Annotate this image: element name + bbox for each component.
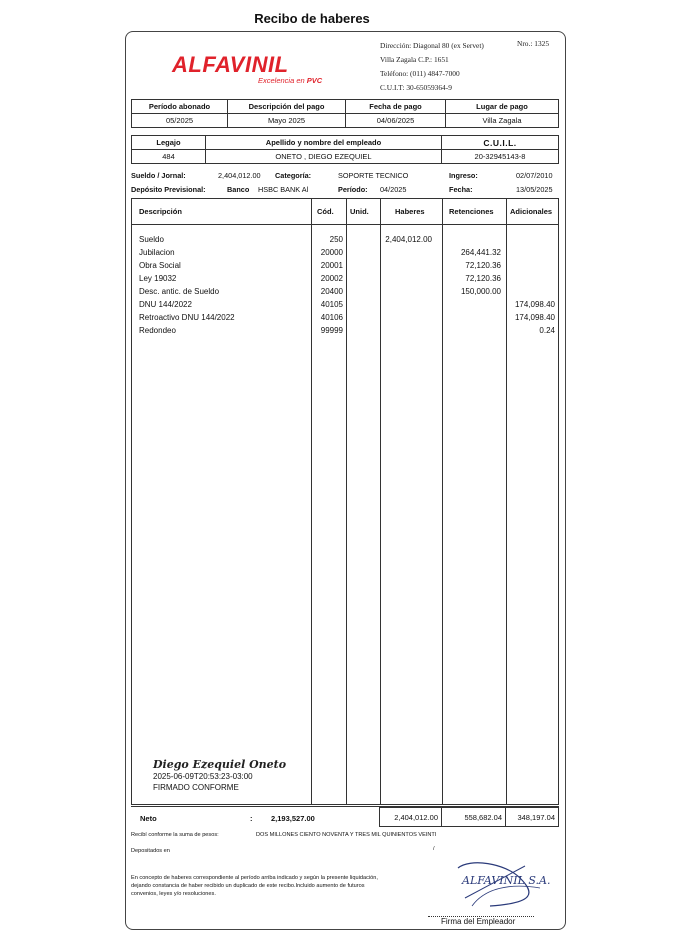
header-retenciones: Retenciones (449, 207, 494, 216)
value-lugar-pago: Villa Zagala (446, 114, 559, 128)
company-details (380, 39, 484, 95)
logo-wordmark: ALFAVINIL (172, 52, 289, 77)
company-logo (172, 52, 342, 85)
table-row (132, 287, 558, 299)
company-phone: Teléfono: (011) 4847-7000 (380, 69, 460, 78)
total-retenciones: 558,682.04 (441, 807, 506, 827)
depositados-slash: / (433, 846, 435, 852)
recibi-value: DOS MILLONES CIENTO NOVENTA Y TRES MIL QUINIENTOS VEINTI (256, 832, 437, 838)
header-descripcion-pago: Descripción del pago (228, 100, 346, 114)
signature-status: FIRMADO CONFORME (153, 783, 239, 792)
company-address: Dirección: Diagonal 80 (ex Servet) (380, 41, 484, 50)
header-fecha-pago: Fecha de pago (346, 100, 446, 114)
header-descripcion: Descripción (139, 207, 182, 216)
receipt-number: Nro.: 1325 (517, 39, 550, 48)
item-description: Obra Social (139, 261, 181, 270)
item-code: 40105 (320, 300, 343, 309)
table-row (132, 274, 558, 286)
value-cuil: 20-32945143-8 (442, 150, 559, 164)
header-haberes: Haberes (395, 207, 425, 216)
item-code: 250 (329, 235, 343, 244)
value-nombre: ONETO , DIEGO EZEQUIEL (206, 150, 442, 164)
item-retenciones: 72,120.36 (465, 274, 501, 283)
employee-table (131, 135, 559, 164)
item-description: Retroactivo DNU 144/2022 (139, 313, 235, 322)
table-row (132, 235, 558, 247)
periodo-value: 04/2025 (380, 185, 407, 194)
item-adicionales: 174,098.40 (514, 313, 555, 322)
item-retenciones: 264,441.32 (460, 248, 501, 257)
sueldo-value: 2,404,012.00 (218, 171, 261, 180)
neto-label: Neto (140, 814, 157, 823)
item-code: 20001 (320, 261, 343, 270)
total-haberes: 2,404,012.00 (379, 807, 442, 827)
item-code: 20400 (320, 287, 343, 296)
value-legajo: 484 (132, 150, 206, 164)
company-locality: Villa Zagala C.P.: 1651 (380, 55, 449, 64)
depositados-label: Depositados en (131, 848, 170, 854)
categoria-value: SOPORTE TECNICO (338, 171, 409, 180)
item-code: 20002 (320, 274, 343, 283)
totals-row (131, 806, 559, 826)
fecha-value: 13/05/2025 (516, 185, 553, 194)
item-description: Ley 19032 (139, 274, 177, 283)
item-adicionales: 174,098.40 (514, 300, 555, 309)
item-retenciones: 72,120.36 (465, 261, 501, 270)
neto-colon: : (250, 814, 253, 823)
header-cuil: C.U.I.L. (442, 136, 559, 150)
banco-value: HSBC BANK Al (258, 185, 309, 194)
item-code: 40106 (320, 313, 343, 322)
sueldo-label: Sueldo / Jornal: (131, 171, 186, 180)
ingreso-value: 02/07/2010 (516, 171, 553, 180)
item-code: 20000 (320, 248, 343, 257)
table-row (132, 313, 558, 325)
stamp-graphic (450, 858, 550, 913)
categoria-label: Categoría: (275, 171, 312, 180)
header-lugar-pago: Lugar de pago (446, 100, 559, 114)
total-adicionales: 348,197.04 (505, 807, 559, 827)
item-description: Sueldo (139, 235, 164, 244)
item-description: Redondeo (139, 326, 176, 335)
company-stamp (450, 858, 550, 913)
value-fecha-pago: 04/06/2025 (346, 114, 446, 128)
table-row (132, 326, 558, 338)
value-periodo: 05/2025 (132, 114, 228, 128)
header-periodo: Período abonado (132, 100, 228, 114)
table-row (132, 248, 558, 260)
header-adicionales: Adicionales (510, 207, 553, 216)
table-row (132, 261, 558, 273)
table-row (132, 300, 558, 312)
signature-timestamp: 2025-06-09T20:53:23-03:00 (153, 772, 253, 781)
payment-table (131, 99, 559, 128)
item-description: DNU 144/2022 (139, 300, 192, 309)
item-description: Desc. antic. de Sueldo (139, 287, 220, 296)
recibi-label: Recibí conforme la suma de pesos: (131, 832, 219, 838)
signature-name: Diego Ezequiel Oneto (153, 758, 287, 771)
header-nombre: Apellido y nombre del empleado (206, 136, 442, 150)
logo-tagline: Excelencia en PVC (258, 76, 323, 85)
document-title: Recibo de haberes (254, 11, 370, 26)
value-descripcion-pago: Mayo 2025 (228, 114, 346, 128)
item-adicionales: 0.24 (539, 326, 555, 335)
item-code: 99999 (320, 326, 343, 335)
item-retenciones: 150,000.00 (460, 287, 501, 296)
items-header (132, 199, 558, 225)
header-unidad: Unid. (350, 207, 369, 216)
company-cuit: C.U.I.T: 30-65059364-9 (380, 83, 452, 92)
stamp-text: ALFAVINIL S.A. (462, 874, 550, 887)
firma-empleador-label: Firma del Empleador (441, 917, 516, 926)
items-table (131, 198, 559, 805)
fecha-label: Fecha: (449, 185, 473, 194)
periodo-label: Período: (338, 185, 368, 194)
item-haberes: 2,404,012.00 (385, 235, 432, 244)
legal-text: En concepto de haberes correspondiente al período arriba indicado y según la presente liquidación, dejando constancia de haber recibido un duplicado de este recibo.Incluido aumento de futuros convenios, leyes y/o resoluciones. (131, 875, 378, 897)
deposito-label: Depósito Previsional: (131, 185, 206, 194)
employee-signature (153, 758, 286, 793)
ingreso-label: Ingreso: (449, 171, 478, 180)
header-legajo: Legajo (132, 136, 206, 150)
item-description: Jubilacion (139, 248, 175, 257)
neto-value: 2,193,527.00 (271, 814, 315, 823)
header-codigo: Cód. (317, 207, 334, 216)
banco-label: Banco (227, 185, 250, 194)
